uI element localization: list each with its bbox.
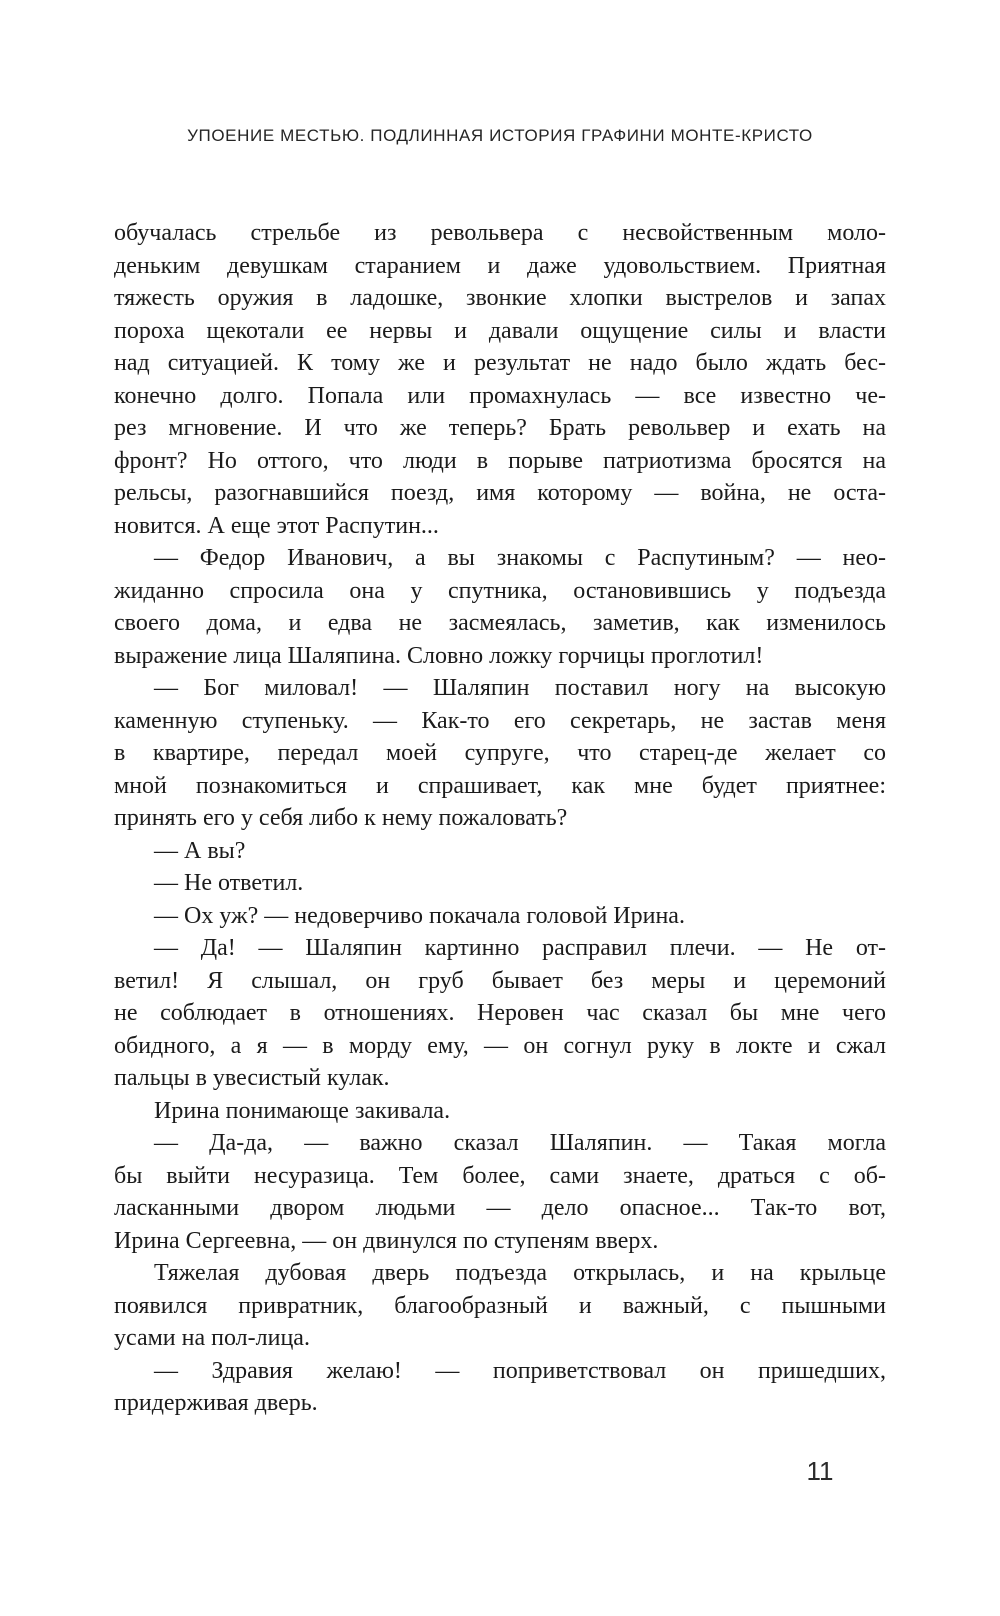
- running-title: УПОЕНИЕ МЕСТЬЮ. ПОДЛИННАЯ ИСТОРИЯ ГРАФИНИ МОНТЕ-КРИСТО: [187, 126, 813, 145]
- text-line: жиданно спросила она у спутника, остановившись у подъезда: [114, 577, 886, 604]
- text-line: новится. А еще этот Распутин...: [114, 512, 439, 539]
- text-line: обидного, а я — в морду ему, — он согнул руку в локте и сжал: [114, 1032, 886, 1059]
- text-line: — Ох уж? — недоверчиво покачала головой Ирина.: [154, 902, 685, 929]
- text-line: выражение лица Шаляпина. Словно ложку горчицы проглотил!: [114, 642, 764, 669]
- text-line: усами на пол-лица.: [114, 1325, 310, 1351]
- text-line: бы выйти несуразица. Тем более, сами знаете, драться с об-: [114, 1162, 886, 1189]
- text-line: — Здравия желаю! — поприветствовал он пришедших,: [154, 1357, 886, 1384]
- text-line: обучалась стрельбе из револьвера с несвойственным моло-: [114, 220, 886, 246]
- text-line: пальцы в увесистый кулак.: [114, 1065, 390, 1091]
- text-line: своего дома, и едва не засмеялась, заметив, как изменилось: [114, 610, 886, 636]
- text-line: деньким девушкам старанием и даже удовольствием. Приятная: [114, 252, 886, 279]
- text-line: Ирина понимающе закивала.: [154, 1097, 451, 1124]
- text-line: принять его у себя либо к нему пожаловать?: [114, 805, 568, 831]
- text-line: тяжесть оружия в ладошке, звонкие хлопки выстрелов и запах: [114, 285, 886, 311]
- text-line: не соблюдает в отношениях. Неровен час сказал бы мне чего: [114, 1000, 886, 1026]
- text-line: рез мгновение. И что же теперь? Брать револьвер и ехать на: [114, 415, 886, 441]
- text-line: мной познакомиться и спрашивает, как мне будет приятнее:: [114, 772, 886, 799]
- text-line: фронт? Но оттого, что люди в порыве патриотизма бросятся на: [114, 447, 886, 474]
- text-line: ласканными двором людьми — дело опасное... Так-то вот,: [114, 1195, 886, 1221]
- text-line: — Бог миловал! — Шаляпин поставил ногу на высокую: [154, 675, 886, 701]
- text-line: над ситуацией. К тому же и результат не надо было ждать бес-: [114, 350, 886, 376]
- text-line: Тяжелая дубовая дверь подъезда открылась, и на крыльце: [154, 1260, 886, 1286]
- text-line: каменную ступеньку. — Как-то его секретарь, не застав меня: [114, 707, 886, 734]
- text-line: конечно долго. Попала или промахнулась — все известно че-: [114, 382, 886, 409]
- text-line: — Да! — Шаляпин картинно расправил плечи. — Не от-: [154, 935, 886, 961]
- text-line: — Федор Иванович, а вы знакомы с Распутиным? — нео-: [154, 545, 886, 571]
- text-line: в квартире, передал моей супруге, что старец-де желает со: [114, 740, 886, 766]
- text-line: пороха щекотали ее нервы и давали ощущение силы и власти: [114, 317, 886, 344]
- text-line: ветил! Я слышал, он груб бывает без меры и церемоний: [114, 967, 886, 994]
- text-line: — Не ответил.: [154, 870, 304, 896]
- text-line: появился привратник, благообразный и важный, с пышными: [114, 1292, 886, 1319]
- text-line: придерживая дверь.: [114, 1390, 318, 1416]
- text-line: — Да-да, — важно сказал Шаляпин. — Такая могла: [154, 1130, 886, 1156]
- text-line: — А вы?: [154, 837, 246, 864]
- page-number: 11: [806, 1456, 834, 1486]
- text-line: Ирина Сергеевна, — он двинулся по ступеням вверх.: [114, 1227, 659, 1254]
- text-line: рельсы, разогнавшийся поезд, имя которому — война, не оста-: [114, 480, 886, 506]
- body-text: [114, 217, 886, 1420]
